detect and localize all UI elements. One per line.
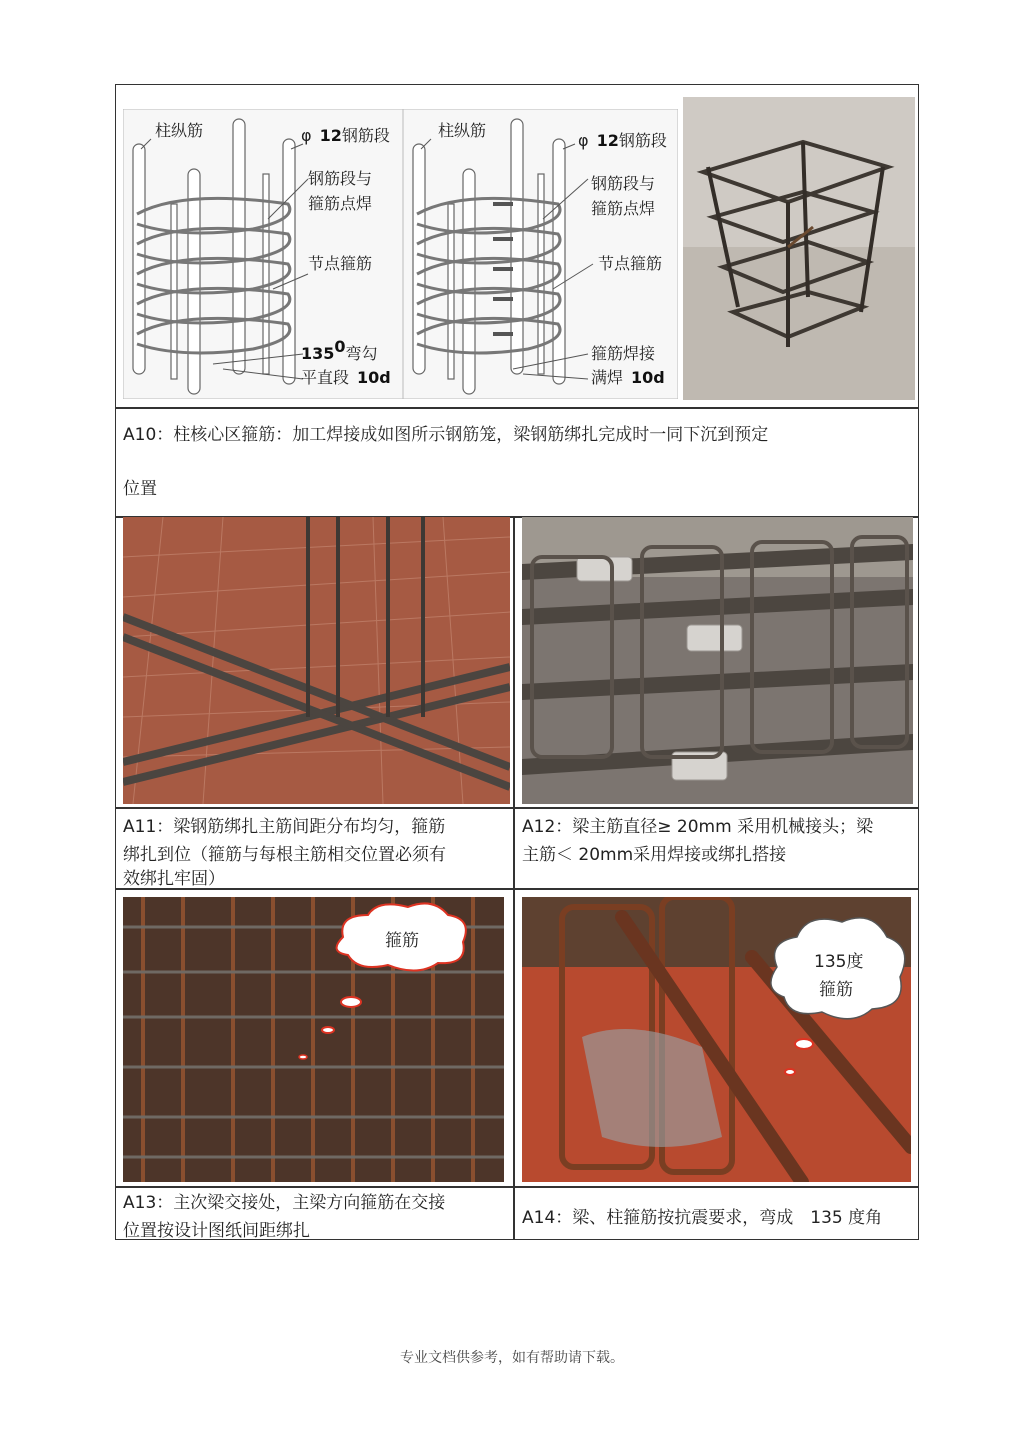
row-divider-1: [116, 407, 918, 409]
svg-text:平直段10d: [301, 368, 391, 387]
caption-a11-line3: 效绑扎牢固）: [123, 869, 225, 889]
label-segment-unit: 钢筋段: [341, 126, 390, 145]
caption-a11-line2: 绑扎到位（箍筋与每根主筋相交位置必须有: [123, 845, 446, 865]
photo-welded-cage: [683, 97, 915, 400]
label-hook-angle: 135: [301, 344, 335, 363]
label-weld-2: 满焊: [591, 368, 624, 387]
photo-a14-135-degree-stirrup: [522, 897, 911, 1182]
row-divider-5: [116, 1186, 918, 1188]
label-node-stirrup: 节点箍筋: [598, 254, 663, 273]
label-column-bar: 柱纵筋: [155, 121, 204, 140]
column-divider: [513, 516, 515, 1239]
callout-a13-cloud: 箍筋: [385, 931, 419, 951]
caption-a13-line2: 位置按设计图纸间距绑扎: [123, 1221, 310, 1241]
label-weld-len: 10d: [631, 368, 665, 387]
page-footer: 专业文档供参考，如有帮助请下载。: [400, 1350, 624, 1366]
label-straight-text: 平直段: [301, 368, 350, 387]
label-node-stirrup: 节点箍筋: [308, 254, 373, 273]
label-spot-weld-2: 箍筋点焊: [308, 194, 373, 213]
stirrup-diagram-right: [403, 109, 678, 399]
stirrup-diagram-left: [123, 109, 403, 399]
label-spot-weld-2: 箍筋点焊: [591, 199, 656, 218]
label-spot-weld-1: 钢筋段与: [308, 169, 373, 188]
row-divider-3: [116, 807, 918, 809]
caption-a10-line1: A10：柱核心区箍筋：加工焊接成如图所示钢筋笼，梁钢筋绑扎完成时一同下沉到预定: [123, 425, 769, 445]
row-divider-4: [116, 888, 918, 890]
photo-a12-mechanical-joint: [522, 517, 913, 804]
caption-a11-line1: A11：梁钢筋绑扎主筋间距分布均匀，箍筋: [123, 817, 446, 837]
label-weld-1: 箍筋焊接: [591, 344, 656, 363]
label-spot-weld-1: 钢筋段与: [591, 174, 656, 193]
label-phi: φ: [578, 131, 589, 150]
label-phi: φ: [301, 126, 312, 145]
label-hook-text: 弯勾: [345, 344, 378, 363]
label-hook-deg: 0: [334, 337, 346, 356]
label-straight-len: 10d: [357, 368, 391, 387]
caption-a13-line1: A13：主次梁交接处，主梁方向箍筋在交接: [123, 1193, 446, 1213]
caption-a10-line2: 位置: [123, 479, 157, 499]
label-segment-unit: 钢筋段: [618, 131, 667, 150]
callout-a14-line1: 135度: [814, 952, 864, 972]
label-segment-size: 12: [596, 131, 619, 150]
caption-a14-line1: A14：梁、柱箍筋按抗震要求，弯成 135 度角: [522, 1208, 883, 1228]
photo-a13-beam-intersection: [123, 897, 504, 1182]
photo-a11-beam-rebar: [123, 517, 510, 804]
caption-a12-line1: A12：梁主筋直径≥ 20mm 采用机械接头；梁: [522, 817, 874, 837]
label-column-bar: 柱纵筋: [438, 121, 487, 140]
callout-a14-line2: 箍筋: [819, 980, 853, 1000]
caption-a12-line2: 主筋＜ 20mm采用焊接或绑扎搭接: [522, 845, 787, 865]
label-segment-size: 12: [319, 126, 342, 145]
